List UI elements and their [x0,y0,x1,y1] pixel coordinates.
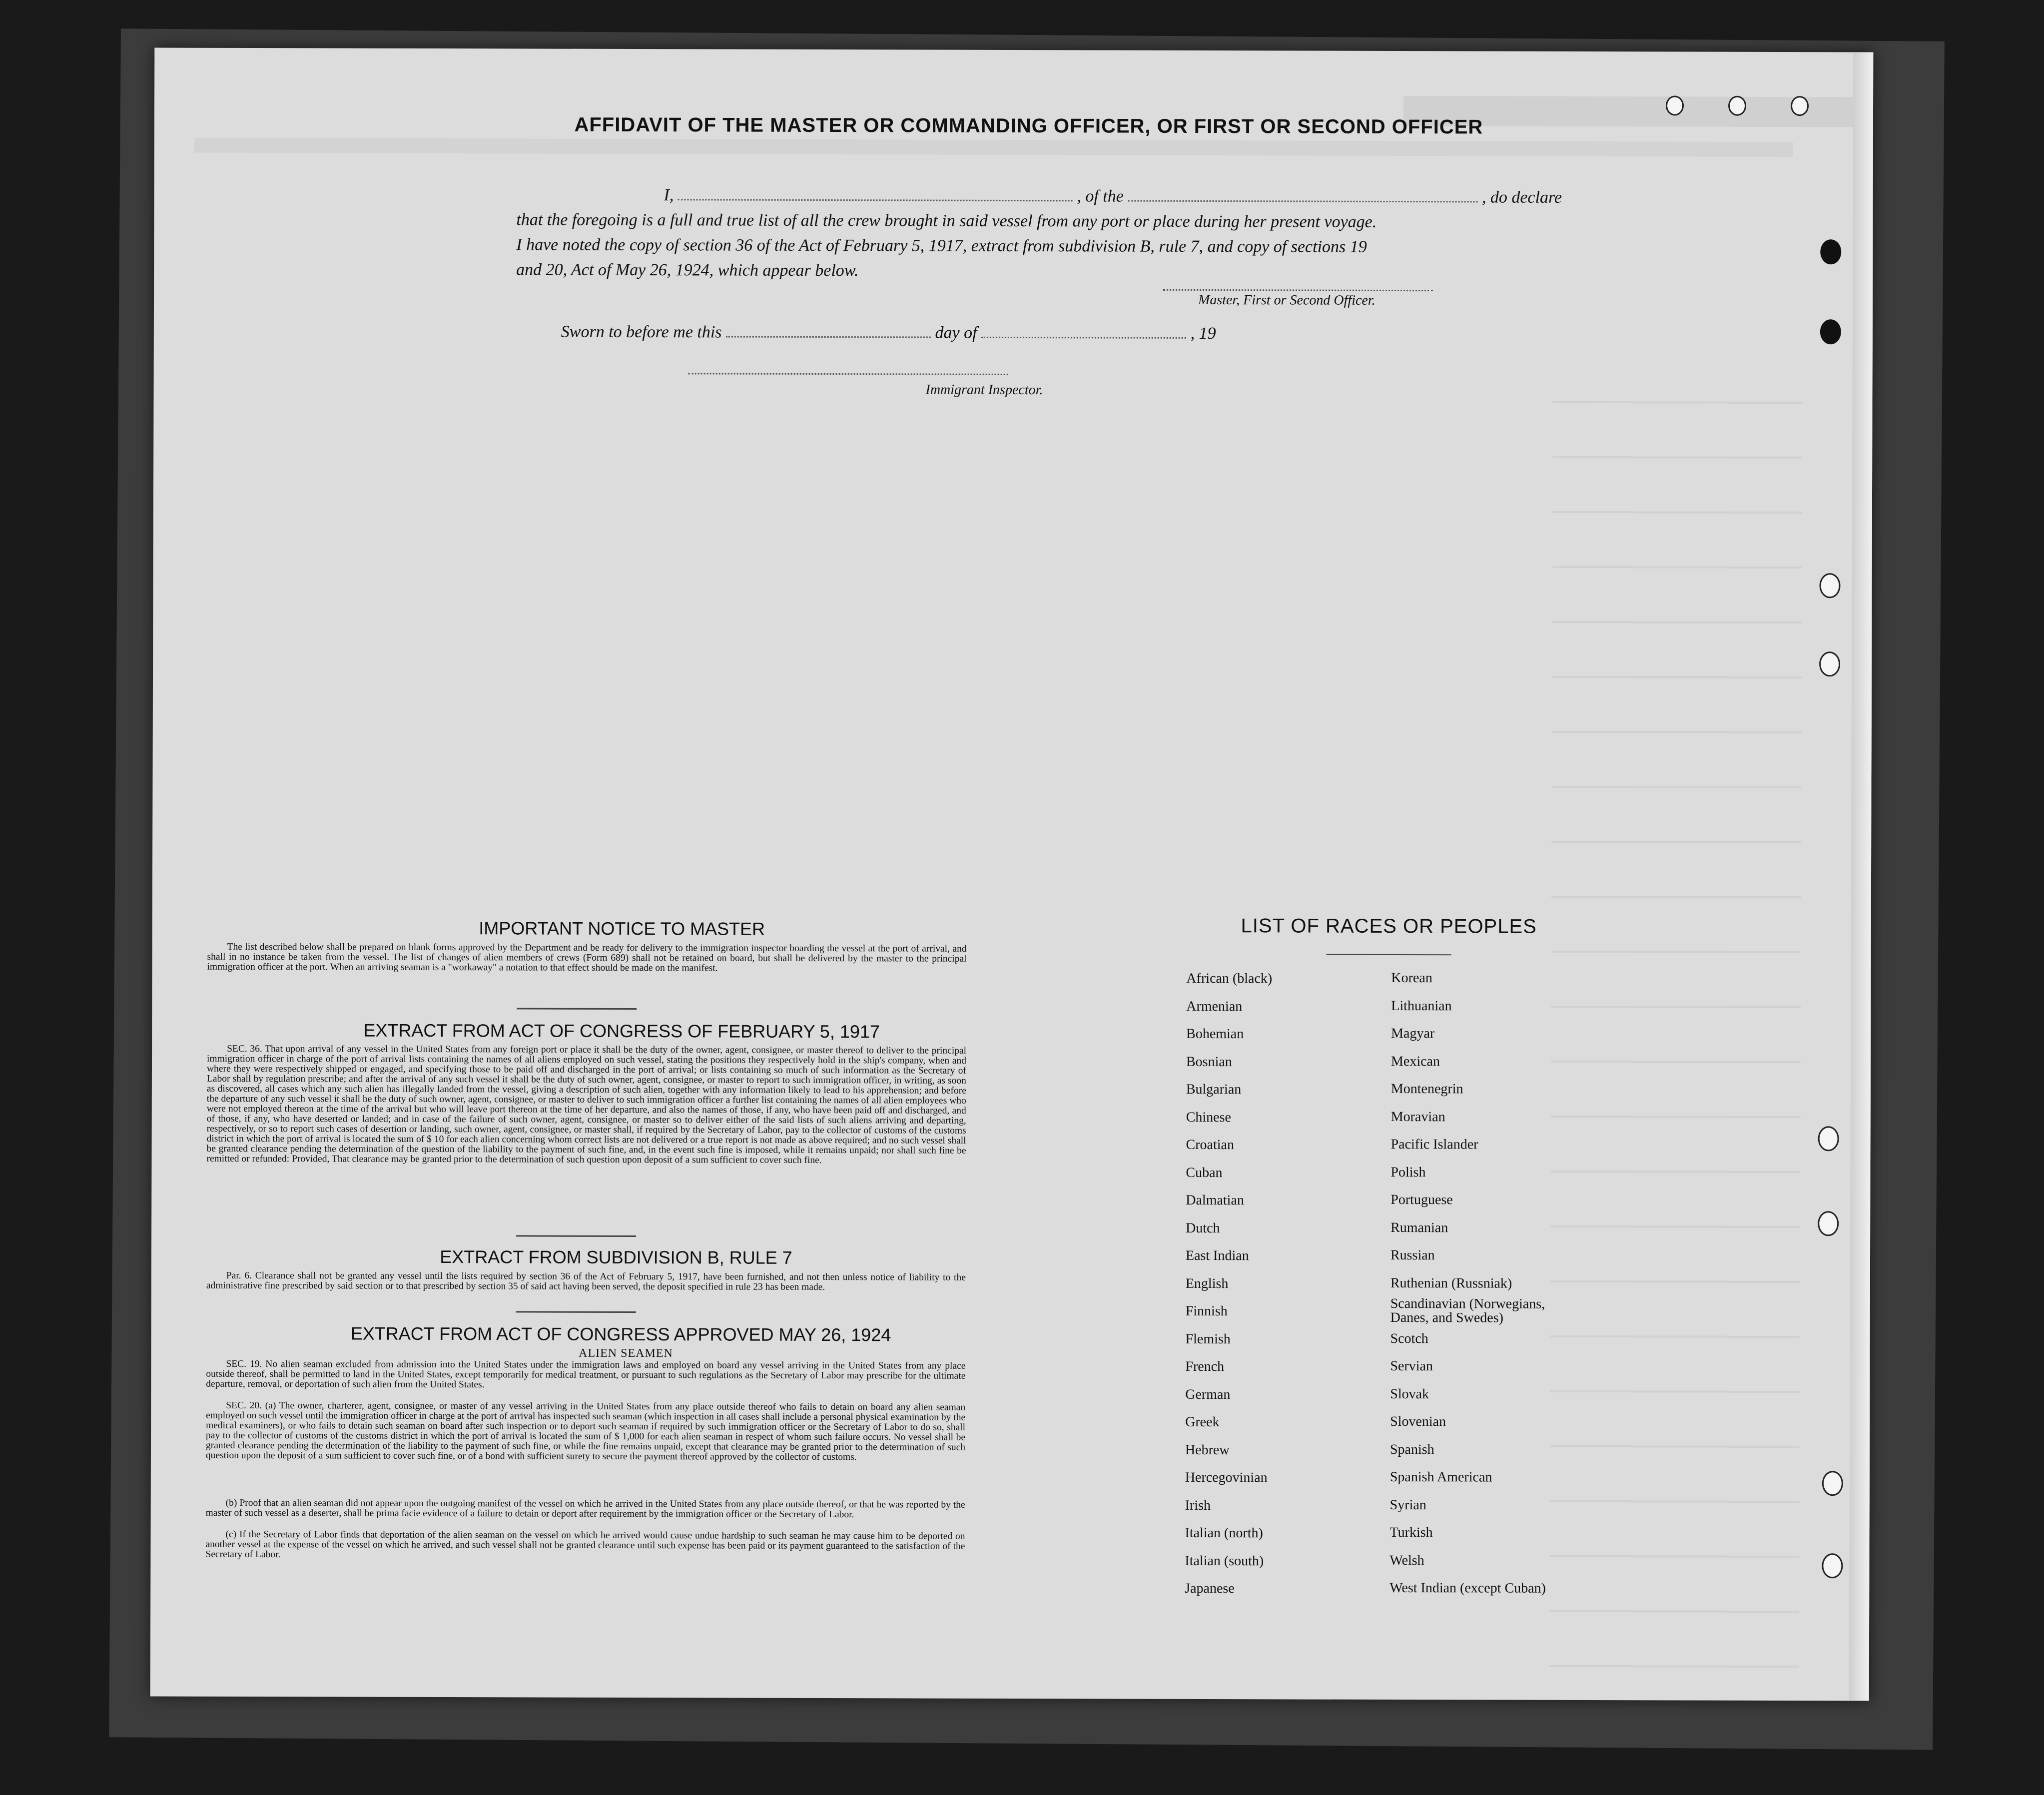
race-item: Slovenian [1390,1413,1446,1430]
race-item: Dutch [1186,1220,1220,1236]
race-item: African (black) [1186,970,1273,987]
race-item: Greek [1185,1414,1220,1430]
race-item: Italian (north) [1185,1525,1263,1541]
race-item: Pacific Islander [1390,1136,1478,1153]
race-item: Irish [1185,1497,1211,1513]
race-item: Korean [1391,970,1432,986]
race-item: Italian (south) [1185,1553,1264,1569]
race-item: Turkish [1389,1524,1433,1541]
binder-hole [1818,1211,1839,1236]
race-item: Croatian [1186,1137,1235,1153]
punch-mark [1791,96,1809,116]
race-item: Syrian [1389,1497,1426,1513]
race-item: Japanese [1185,1580,1235,1597]
race-item: West Indian (except Cuban) [1389,1580,1546,1596]
master-signature-label: Master, First or Second Officer. [1198,292,1375,308]
document-page [150,48,1874,1701]
sworn-day-of: day of [935,323,977,342]
race-item: Dalmatian [1186,1192,1244,1208]
race-item: Slovak [1390,1386,1429,1402]
race-item: French [1185,1358,1225,1375]
extract-1924-sec19: SEC. 19. No alien seaman excluded from admission into the United States under the immigration laws and employed on board any vessel arriving in the United States from any place outside thereof, shall be permitted to land in the United States, except temporarily for medical treatment, or pursuant to such regulations as the Secretary of Labor may prescribe for the ultimate departure, removal, or deportation of such alien from the United States. [206,1358,966,1390]
races-left-column [1185,965,1272,1603]
divider [516,1311,636,1313]
bleed-through [1549,401,1803,1701]
declaration-of-the: , of the [1077,187,1124,206]
bleed-through [194,138,1793,157]
declaration-line-1 [524,182,1653,210]
vessel-blank[interactable] [1128,186,1477,203]
races-right-column [1389,964,1571,1602]
notice-title: IMPORTANT NOTICE TO MASTER [479,918,765,939]
race-item: Welsh [1389,1552,1424,1568]
race-item: Ruthenian (Russniak) [1390,1275,1512,1291]
punch-mark [1728,96,1746,116]
binder-hole [1822,1553,1843,1578]
master-signature-line[interactable] [1163,289,1433,291]
race-item: Servian [1390,1358,1433,1374]
extract-1924-sec20c: (c) If the Secretary of Labor finds that deportation of the alien seaman on the vessel on which he arrived would cause undue hardship to such seaman he may cause him to be deported on another vessel at the expense of the vessel on which he arrived, and such vessel shall not be granted clearance until such expense has been paid or its payment guaranteed to the satisfaction of the Secretary of Labor. [205,1529,965,1560]
inspector-signature-label: Immigrant Inspector. [925,382,1043,398]
race-item: Bulgarian [1186,1081,1242,1098]
race-item: Hebrew [1185,1442,1230,1458]
race-item: English [1185,1275,1229,1291]
declaration-do-declare: , do declare [1481,188,1562,207]
extract-rule7-title: EXTRACT FROM SUBDIVISION B, RULE 7 [440,1246,792,1268]
race-item: Scandinavian (Norwegians, Danes, and Swedes) [1390,1295,1545,1326]
race-item: Moravian [1390,1109,1445,1125]
extract-1917-text: SEC. 36. That upon arrival of any vessel in the United States from any foreign port or place it shall be the duty of the owner, agent, consignee, or master thereof to deliver to the principal immigration officer in charge of the port of arrival lists containing the names of all aliens employed on such vessel, stating the positions they respectively hold in the ship's company, when and where they were respectively shipped or engaged, and specifying those to be paid off and discharged in the port of arrival; or lists containing so much of such information as the Secretary of Labor shall by regulation prescribe; and after the arrival of any such vessel it shall be the duty of such owner, agent, consignee, or master to report to such immigration officer, in writing, as soon as discovered, all cases which any such alien has illegally landed from the vessel, giving a description of such alien, together with any information likely to lead to his apprehension; and before the departure of any such vessel it shall be the duty of such owner, agent, consignee, or master to deliver to such immigration officer a further list containing the names of all alien employees who were not employed thereon at the time of the arrival but who will leave port thereon at the time of her departure, and also the names of those, if any, who have been paid off and discharged, and of those, if any, who have deserted or landed; and in case of the failure of such owner, agent, consignee, or master so to deliver either of the said lists of such aliens arriving and departing, respectively, or so to report such cases of desertion or landing, such owner, agent, consignee, or master shall, if required by the Secretary of Labor, pay to the collector of customs of the customs district in which the port of arrival is located the sum of $ 10 for each alien concerning whom correct lists are not delivered or a true report is not made as above required; and no such vessel shall be granted clearance pending the determination of the question of the liability to the payment of such fine, and, in the event such fine is imposed, while it remains unpaid; nor shall such fine be remitted or refunded: Provided, That clearance may be granted prior to the determination of such question upon deposit of a sum sufficient to cover such fine. [206,1043,967,1166]
race-item: Russian [1390,1247,1435,1263]
race-item: Mexican [1390,1053,1440,1069]
race-item: Lithuanian [1391,998,1452,1014]
race-item: Spanish [1389,1441,1434,1457]
divider [517,1008,637,1010]
sworn-month-blank[interactable] [981,323,1186,339]
extract-1924-title: EXTRACT FROM ACT OF CONGRESS APPROVED MAY 26, 1924 [350,1323,891,1345]
punch-mark [1666,95,1684,115]
divider [516,1235,636,1237]
binder-hole [1819,651,1840,676]
race-item: Spanish American [1389,1469,1492,1485]
declaration-line-2: that the foregoing is a full and true list of all the crew brought in said vessel from any port or place during her present voyage. [516,210,1377,231]
binder-hole [1822,1471,1843,1496]
affidavit-title: AFFIDAVIT OF THE MASTER OR COMMANDING OFFICER, OR FIRST OR SECOND OFFICER [574,113,1483,138]
name-blank[interactable] [678,185,1073,201]
race-item: Cuban [1186,1165,1223,1181]
extract-1924-sec20a: SEC. 20. (a) The owner, charterer, agent, consignee, or master of any vessel arriving in the United States from any place outside thereof who fails to detain on board any alien seaman employed on such vessel until the immigration officer in charge at the port of arrival has inspected such seaman (which inspection in all cases shall include a personal physical examination by the medical examiners), or who fails to detain such seaman on board after such inspection or to deport such seaman if required by such immigration officer or the Secretary of Labor to do so, shall pay to the collector of customs of the customs district in which the port of arrival is located the sum of $ 1,000 for each alien seaman in respect of whom such failure occurs. No vessel shall be granted clearance pending the determination of the liability to the payment of such fine, or while the fine remains unpaid, except that clearance may be granted prior to the determination of such question upon the deposit of a sum sufficient to cover such fine, or of a bond with sufficient surety to secure the payment thereof approved by the collector of customs. [205,1400,966,1463]
race-item: Portuguese [1390,1192,1453,1208]
race-item: Scotch [1390,1330,1428,1346]
race-item: Armenian [1186,998,1243,1014]
binder-hole [1820,319,1841,344]
sworn-line [561,320,1560,347]
declaration-line-3: I have noted the copy of section 36 of the Act of February 5, 1917, extract from subdivision B, rule 7, and copy of sections 19 [516,235,1367,256]
extract-rule7-text: Par. 6. Clearance shall not be granted any vessel until the lists required by section 36 of the Act of February 5, 1917, have been furnished, and not then unless notice of liability to the administrative fine prescribed by said section or to that prescribed by section 35 of said act having been served, the deposit specified in rule 23 has been made. [206,1270,966,1293]
binder-hole [1820,239,1841,264]
inspector-signature-line[interactable] [688,373,1008,375]
race-item: Bosnian [1186,1054,1232,1070]
races-underline [1327,954,1451,956]
race-item: Magyar [1391,1025,1435,1042]
race-item: Hercegovinian [1185,1469,1268,1486]
extract-1924-sec20b: (b) Proof that an alien seaman did not appear upon the outgoing manifest of the vessel on which he arrived in the United States from any place outside thereof, or that he was reported by the master of such vessel as a deserter, shall be prima facie evidence of a failure to detain or deport after requirement by the immigration officer or the Secretary of Labor. [205,1497,965,1520]
extract-1917-title: EXTRACT FROM ACT OF CONGRESS OF FEBRUARY 5, 1917 [363,1020,880,1042]
sworn-text: Sworn to before me this [561,322,722,342]
binder-hole [1818,1126,1839,1151]
race-item: Chinese [1186,1109,1231,1125]
sworn-year: , 19 [1190,324,1216,343]
race-item: Finnish [1185,1303,1228,1319]
extract-1924-subtitle: ALIEN SEAMEN [579,1346,673,1360]
sworn-date-blank[interactable] [726,322,931,338]
race-item: East Indian [1185,1247,1249,1264]
declaration-i: I, [664,186,674,205]
race-item: Rumanian [1390,1219,1448,1235]
binder-hole [1819,573,1840,598]
notice-text: The list described below shall be prepared on blank forms approved by the Department and be ready for delivery to the immigration inspector boarding the vessel at the port of arrival, and shall in no instance be taken from the vessel. The list of changes of alien members of crews (Form 689) shall not be retained on board, but shall be delivered by the master to the principal immigration officer at the port. When an arriving seaman is a "workaway" a notation to that effect should be made on the manifest. [207,941,967,974]
race-item: Flemish [1185,1331,1231,1347]
races-title: LIST OF RACES OR PEOPLES [1241,915,1537,938]
declaration-line-4: and 20, Act of May 26, 1924, which appear below. [516,260,859,280]
race-item: Bohemian [1186,1026,1244,1042]
race-item: Polish [1390,1164,1426,1180]
race-item: Montenegrin [1390,1081,1463,1097]
race-item: German [1185,1386,1231,1402]
